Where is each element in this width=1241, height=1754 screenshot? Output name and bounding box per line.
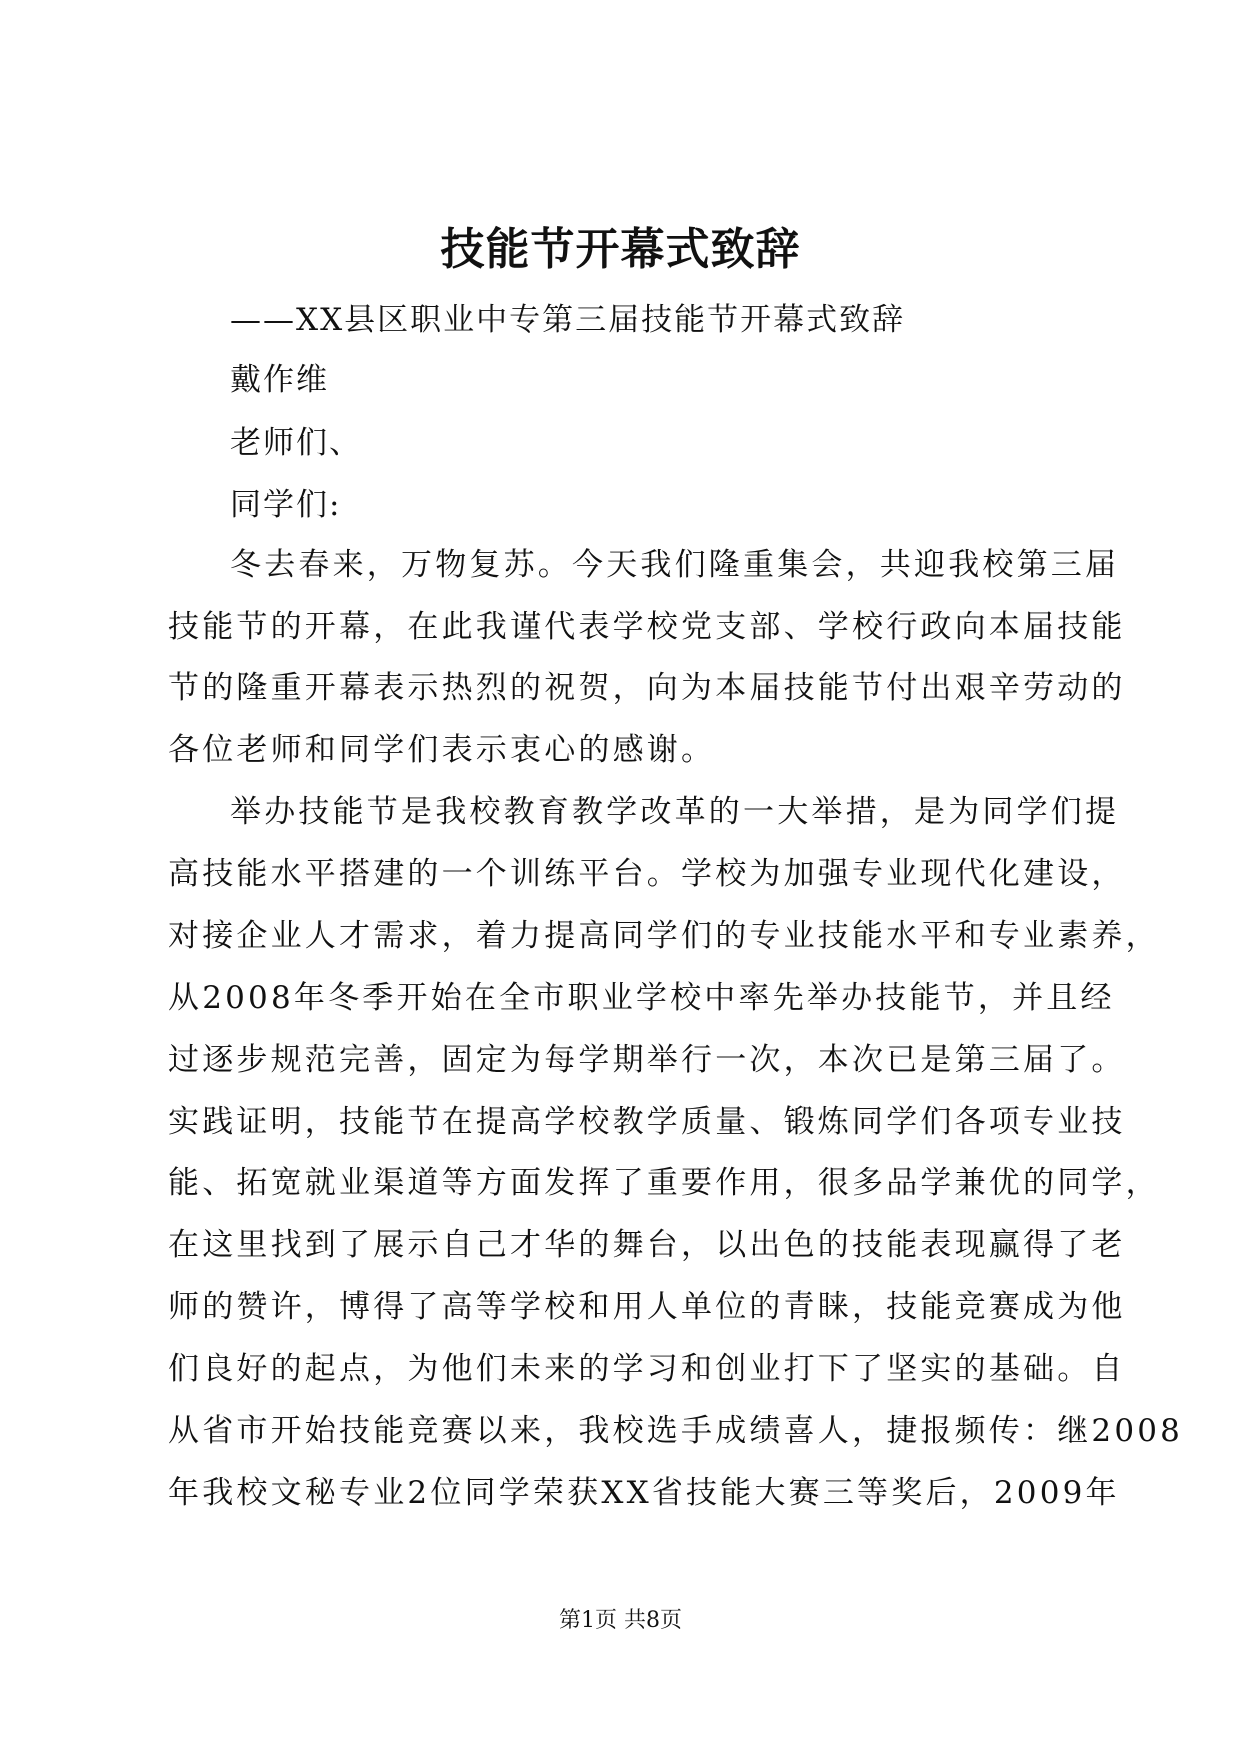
body-line: 实践证明，技能节在提高学校教学质量、锻炼同学们各项专业技 xyxy=(168,1104,1126,1140)
body-line: 举办技能节是我校教育教学改革的一大举措，是为同学们提 xyxy=(230,794,1120,830)
document-subtitle: ——XX县区职业中专第三届技能节开幕式致辞 xyxy=(230,302,906,338)
body-line: 过逐步规范完善，固定为每学期举行一次，本次已是第三届了。 xyxy=(168,1042,1126,1078)
body-line: 在这里找到了展示自己才华的舞台，以出色的技能表现赢得了老 xyxy=(168,1227,1126,1263)
body-line: 对接企业人才需求，着力提高同学们的专业技能水平和专业素养， xyxy=(168,918,1160,954)
body-line: 年我校文秘专业2位同学荣获XX省技能大赛三等奖后，2009年 xyxy=(168,1475,1120,1511)
document-title: 技能节开幕式致辞 xyxy=(440,224,801,275)
body-line: 各位老师和同学们表示衷心的感谢。 xyxy=(168,732,716,768)
body-line: 从2008年冬季开始在全市职业学校中率先举办技能节，并且经 xyxy=(168,980,1115,1016)
author-name: 戴作维 xyxy=(230,362,329,398)
body-line: 师的赞许，博得了高等学校和用人单位的青睐，技能竞赛成为他 xyxy=(168,1289,1126,1325)
salutation-teachers: 老师们、 xyxy=(230,425,362,461)
body-line: 技能节的开幕，在此我谨代表学校党支部、学校行政向本届技能 xyxy=(168,609,1126,645)
body-line: 们良好的起点，为他们未来的学习和创业打下了坚实的基础。自 xyxy=(168,1351,1126,1387)
body-line: 从省市开始技能竞赛以来，我校选手成绩喜人，捷报频传：继2008 xyxy=(168,1413,1184,1449)
body-line: 冬去春来，万物复苏。今天我们隆重集会，共迎我校第三届 xyxy=(230,547,1120,583)
page-number: 第1页 共8页 xyxy=(559,1608,682,1633)
salutation-students: 同学们: xyxy=(230,487,342,523)
body-line: 节的隆重开幕表示热烈的祝贺，向为本届技能节付出艰辛劳动的 xyxy=(168,670,1126,706)
body-line: 能、拓宽就业渠道等方面发挥了重要作用，很多品学兼优的同学， xyxy=(168,1165,1160,1201)
body-line: 高技能水平搭建的一个训练平台。学校为加强专业现代化建设， xyxy=(168,856,1126,892)
